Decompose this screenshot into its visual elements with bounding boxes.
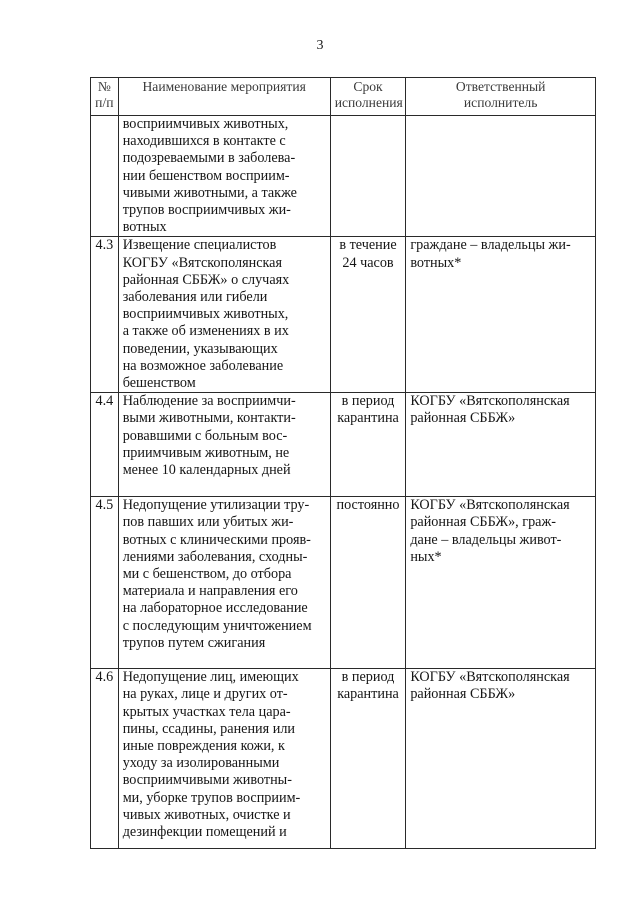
cell-name-line: нии бешенством восприим-	[122, 167, 290, 184]
cell-term-line: в период	[341, 393, 395, 410]
cell-num	[91, 116, 119, 237]
cell-resp-line: дане – владельцы живот-	[410, 531, 562, 548]
cell-term-line: в течение	[339, 237, 397, 254]
cell-resp-line: районная СББЖ»	[410, 686, 516, 703]
header-term	[330, 78, 406, 116]
cell-term-line: карантина	[337, 410, 399, 427]
cell-term-line: карантина	[337, 686, 399, 703]
cell-name-line: менее 10 календарных дней	[122, 462, 291, 479]
cell-resp-line: КОГБУ «Вятскополянская	[410, 669, 570, 686]
cell-name	[118, 237, 330, 393]
cell-name-line: Извещение специалистов	[122, 237, 277, 254]
table-row	[91, 116, 596, 237]
cell-name-line: районная СББЖ» о случаях	[122, 271, 290, 288]
cell-name-line: трупов путем сжигания	[122, 634, 266, 651]
cell-name-line: трупов восприимчивых жи-	[122, 202, 291, 219]
cell-num: 4.3	[91, 237, 119, 393]
cell-num: 4.5	[91, 497, 119, 669]
cell-name-line: подозреваемыми в заболева-	[122, 150, 296, 167]
cell-name-line: крытых участках тела цара-	[122, 703, 291, 720]
cell-resp-line: районная СББЖ», граж-	[410, 514, 556, 531]
cell-name-line: пины, ссадины, ранения или	[122, 720, 295, 737]
header-term-line: исполнения	[334, 95, 403, 110]
measures-table	[90, 77, 596, 849]
cell-name-line: на руках, лице и других от-	[122, 686, 288, 703]
cell-name-line: вотных с клиническими прояв-	[122, 531, 311, 548]
cell-name	[118, 669, 330, 849]
cell-name-line: материала и направления его	[122, 583, 298, 600]
cell-name-line: иные повреждения кожи, к	[122, 738, 285, 755]
cell-name-line: поведении, указывающих	[122, 340, 278, 357]
cell-term	[330, 393, 406, 497]
cell-term	[330, 669, 406, 849]
page-number: 3	[316, 38, 324, 53]
cell-name-line: заболевания или гибели	[122, 289, 268, 306]
header-term-line: Срок	[353, 79, 383, 94]
cell-resp	[406, 669, 596, 849]
cell-name-line: чивыми животными, а также	[122, 184, 297, 201]
header-name	[118, 78, 330, 116]
cell-term	[330, 116, 406, 237]
cell-name-line: с последующим уничтожением	[122, 617, 312, 634]
cell-name-line: дезинфекции помещений и	[122, 824, 287, 841]
cell-name-line: Наблюдение за восприимчи-	[122, 393, 296, 410]
cell-resp	[406, 393, 596, 497]
cell-name-line: восприимчивыми животны-	[122, 772, 292, 789]
header-name-line: Наименование мероприятия	[142, 79, 306, 94]
cell-name-line: ми с бешенством, до отбора	[122, 566, 292, 583]
cell-term	[330, 237, 406, 393]
cell-term-line: постоянно	[336, 497, 400, 514]
cell-name-line: восприимчивых животных,	[122, 306, 289, 323]
cell-name-line: ми, уборке трупов восприим-	[122, 789, 301, 806]
cell-name-line: а также об изменениях в их	[122, 323, 289, 340]
cell-name-line: Недопущение утилизации тру-	[122, 497, 310, 514]
table-row	[91, 669, 596, 849]
cell-name-line: лениями заболевания, сходны-	[122, 548, 308, 565]
table-row	[91, 393, 596, 497]
cell-name-line: бешенством	[122, 375, 196, 392]
header-resp-line: Ответственный	[455, 79, 546, 94]
cell-term-line: в период	[341, 669, 395, 686]
cell-num: 4.6	[91, 669, 119, 849]
cell-resp-line: районная СББЖ»	[410, 410, 516, 427]
cell-name-line: на лабораторное исследование	[122, 600, 308, 617]
cell-name-line: приимчивым животным, не	[122, 444, 290, 461]
cell-resp	[406, 497, 596, 669]
header-num	[91, 78, 119, 116]
header-resp	[406, 78, 596, 116]
cell-name-line: находившихся в контакте с	[122, 133, 286, 150]
cell-name-line: на возможное заболевание	[122, 357, 284, 374]
cell-name	[118, 497, 330, 669]
table-header-row	[91, 78, 596, 116]
cell-name-line: пов павших или убитых жи-	[122, 514, 294, 531]
table-row	[91, 497, 596, 669]
cell-resp	[406, 237, 596, 393]
cell-name	[118, 393, 330, 497]
header-num-line: п/п	[95, 95, 114, 110]
cell-num: 4.4	[91, 393, 119, 497]
table-row	[91, 237, 596, 393]
cell-name-line: чивых животных, очистке и	[122, 806, 291, 823]
cell-resp	[406, 116, 596, 237]
cell-resp-line: ных*	[410, 548, 442, 565]
cell-name-line: выми животными, контакти-	[122, 410, 296, 427]
cell-name-line: КОГБУ «Вятскополянская	[122, 254, 282, 271]
header-resp-line: исполнитель	[463, 95, 538, 110]
header-num-line: №	[97, 79, 111, 94]
cell-resp-line: КОГБУ «Вятскополянская	[410, 497, 570, 514]
cell-term	[330, 497, 406, 669]
cell-name	[118, 116, 330, 237]
cell-term-line: 24 часов	[342, 254, 394, 271]
cell-name-line: уходу за изолированными	[122, 755, 280, 772]
cell-resp-line: КОГБУ «Вятскополянская	[410, 393, 570, 410]
cell-resp-line: граждане – владельцы жи-	[410, 237, 571, 254]
cell-resp-line: вотных*	[410, 254, 462, 271]
cell-name-line: восприимчивых животных,	[122, 116, 289, 132]
cell-name-line: ровавшими с больным вос-	[122, 427, 288, 444]
cell-name-line: Недопущение лиц, имеющих	[122, 669, 299, 686]
cell-name-line: вотных	[122, 219, 167, 236]
